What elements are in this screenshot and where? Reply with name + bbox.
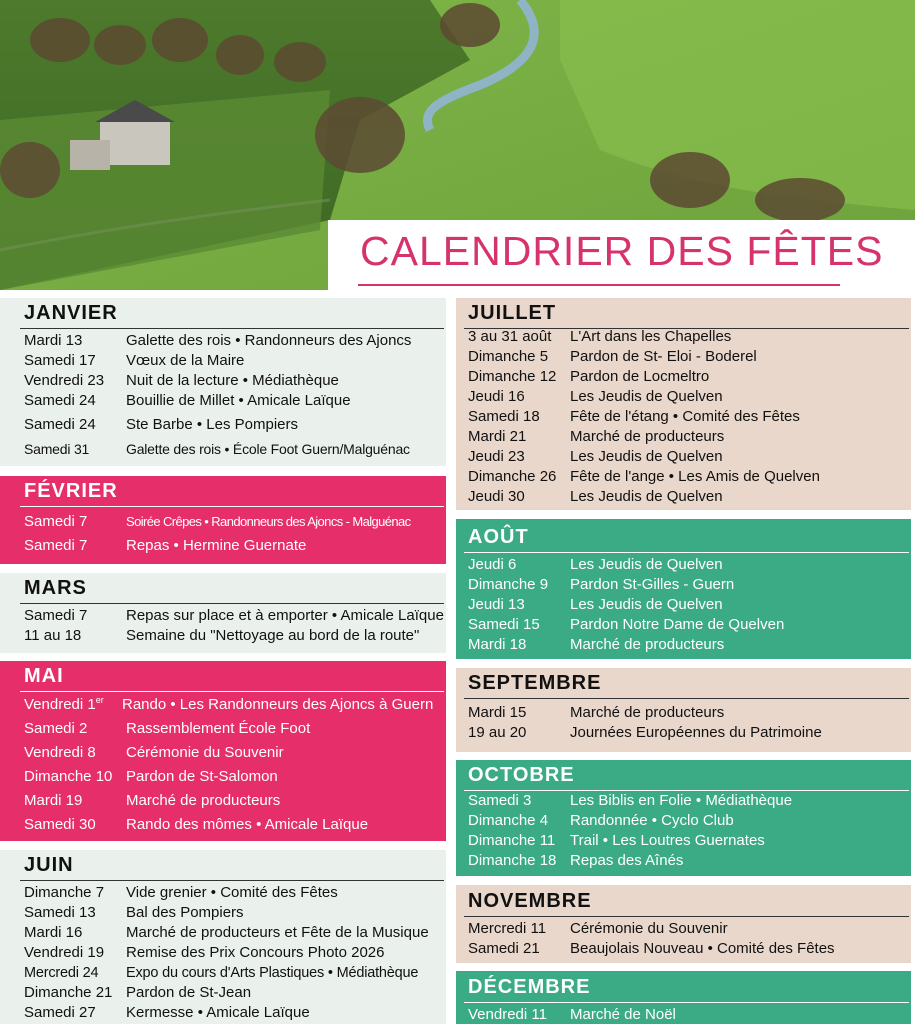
month-mars <box>0 573 446 653</box>
event-row: Mardi 18 Marché de producteurs <box>468 636 725 653</box>
month-title: MARS <box>24 577 87 599</box>
event-row: Dimanche 7 Vide grenier • Comité des Fêtes <box>24 884 338 901</box>
event-row: Samedi 31 Galette des rois • École Foot Guern/Malguénac <box>24 441 410 457</box>
event-row: Vendredi 8 Cérémonie du Souvenir <box>24 744 284 761</box>
event-row: Mardi 15 Marché de producteurs <box>468 704 725 721</box>
event-row: Jeudi 16 Les Jeudis de Quelven <box>468 388 723 405</box>
month-septembre <box>456 668 911 752</box>
event-row: Samedi 15 Pardon Notre Dame de Quelven <box>468 616 785 633</box>
month-divider <box>464 916 909 917</box>
event-row: 11 au 18 Semaine du "Nettoyage au bord de la route" <box>24 627 420 644</box>
month-title: SEPTEMBRE <box>468 672 602 694</box>
month-divider <box>464 698 909 699</box>
event-row: 19 au 20 Journées Européennes du Patrimoine <box>468 724 822 741</box>
event-row: Dimanche 4 Randonnée • Cyclo Club <box>468 812 734 829</box>
event-row: Dimanche 18 Repas des Aînés <box>468 852 684 869</box>
event-row: Dimanche 12 Pardon de Locmeltro <box>468 368 710 385</box>
event-row: Samedi 7 Repas sur place et à emporter • Amicale Laïque <box>24 607 444 624</box>
event-row: Vendredi 19 Remise des Prix Concours Photo 2026 <box>24 944 385 961</box>
title-underline <box>358 284 840 286</box>
month-title: NOVEMBRE <box>468 890 592 912</box>
month-juillet <box>456 298 911 510</box>
event-row: Samedi 17 Vœux de la Maire <box>24 352 245 369</box>
month-title: MAI <box>24 665 64 687</box>
month-title: DÉCEMBRE <box>468 976 591 998</box>
event-row: Samedi 27 Kermesse • Amicale Laïque <box>24 1004 310 1021</box>
event-row: Samedi 13 Bal des Pompiers <box>24 904 244 921</box>
month-fevrier <box>0 476 446 564</box>
event-row: Jeudi 30 Les Jeudis de Quelven <box>468 488 723 505</box>
event-row: Mardi 19 Marché de producteurs <box>24 792 281 809</box>
month-divider <box>464 1002 909 1003</box>
month-juin <box>0 850 446 1024</box>
event-row: Mercredi 11 Cérémonie du Souvenir <box>468 920 728 937</box>
event-row: Vendredi 11 Marché de Noël <box>468 1006 676 1023</box>
event-row: Mardi 21 Marché de producteurs <box>468 428 725 445</box>
month-mai <box>0 661 446 841</box>
event-row: Dimanche 21 Pardon de St-Jean <box>24 984 252 1001</box>
month-title: OCTOBRE <box>468 764 575 786</box>
page-title: CALENDRIER DES FÊTES <box>360 228 884 274</box>
month-divider <box>20 880 444 881</box>
event-row: Dimanche 11 Trail • Les Loutres Guernates <box>468 832 765 849</box>
month-decembre <box>456 971 911 1024</box>
event-row: Jeudi 13 Les Jeudis de Quelven <box>468 596 723 613</box>
month-title: AOÛT <box>468 526 529 548</box>
month-title: FÉVRIER <box>24 480 118 502</box>
event-row: Samedi 24 Ste Barbe • Les Pompiers <box>24 416 299 433</box>
month-divider <box>464 552 909 553</box>
event-row: Samedi 30 Rando des mômes • Amicale Laïque <box>24 816 369 833</box>
event-row: Dimanche 9 Pardon St-Gilles - Guern <box>468 576 735 593</box>
event-row: Samedi 24 Bouillie de Millet • Amicale Laïque <box>24 392 351 409</box>
month-octobre <box>456 760 911 876</box>
month-title: JUILLET <box>468 302 557 324</box>
event-row: Jeudi 23 Les Jeudis de Quelven <box>468 448 723 465</box>
event-row: Samedi 7 Soirée Crêpes • Randonneurs des Ajoncs - Malguénac <box>24 513 411 530</box>
event-row: Mardi 16 Marché de producteurs et Fête de la Musique <box>24 924 429 941</box>
event-row: Samedi 3 Les Biblis en Folie • Médiathèque <box>468 792 793 809</box>
event-row: Dimanche 5 Pardon de St- Eloi - Boderel <box>468 348 757 365</box>
month-title: JUIN <box>24 854 74 876</box>
month-divider <box>20 506 444 507</box>
event-row: Mercredi 24 Expo du cours d'Arts Plastiques • Médiathèque <box>24 965 419 981</box>
event-row: Dimanche 26 Fête de l'ange • Les Amis de Quelven <box>468 468 820 485</box>
event-row: 3 au 31 août L'Art dans les Chapelles <box>468 328 732 345</box>
event-row: Samedi 21 Beaujolais Nouveau • Comité des Fêtes <box>468 940 835 957</box>
month-novembre <box>456 885 911 963</box>
month-divider <box>20 328 444 329</box>
event-row: Jeudi 6 Les Jeudis de Quelven <box>468 556 723 573</box>
month-janvier <box>0 298 446 466</box>
event-row: Samedi 7 Repas • Hermine Guernate <box>24 537 307 554</box>
month-aout <box>456 519 911 659</box>
event-row: Dimanche 10 Pardon de St-Salomon <box>24 768 278 785</box>
month-divider <box>20 691 444 692</box>
event-row: Samedi 2 Rassemblement École Foot <box>24 720 311 737</box>
title-panel <box>328 220 915 292</box>
event-row: Vendredi 23 Nuit de la lecture • Médiathèque <box>24 372 339 389</box>
month-divider <box>20 603 444 604</box>
event-row: Vendredi 1er Rando • Les Randonneurs des Ajoncs à Guern <box>24 695 434 713</box>
event-row: Samedi 18 Fête de l'étang • Comité des Fêtes <box>468 408 800 425</box>
event-row: Mardi 13 Galette des rois • Randonneurs des Ajoncs <box>24 332 412 349</box>
month-title: JANVIER <box>24 302 118 324</box>
